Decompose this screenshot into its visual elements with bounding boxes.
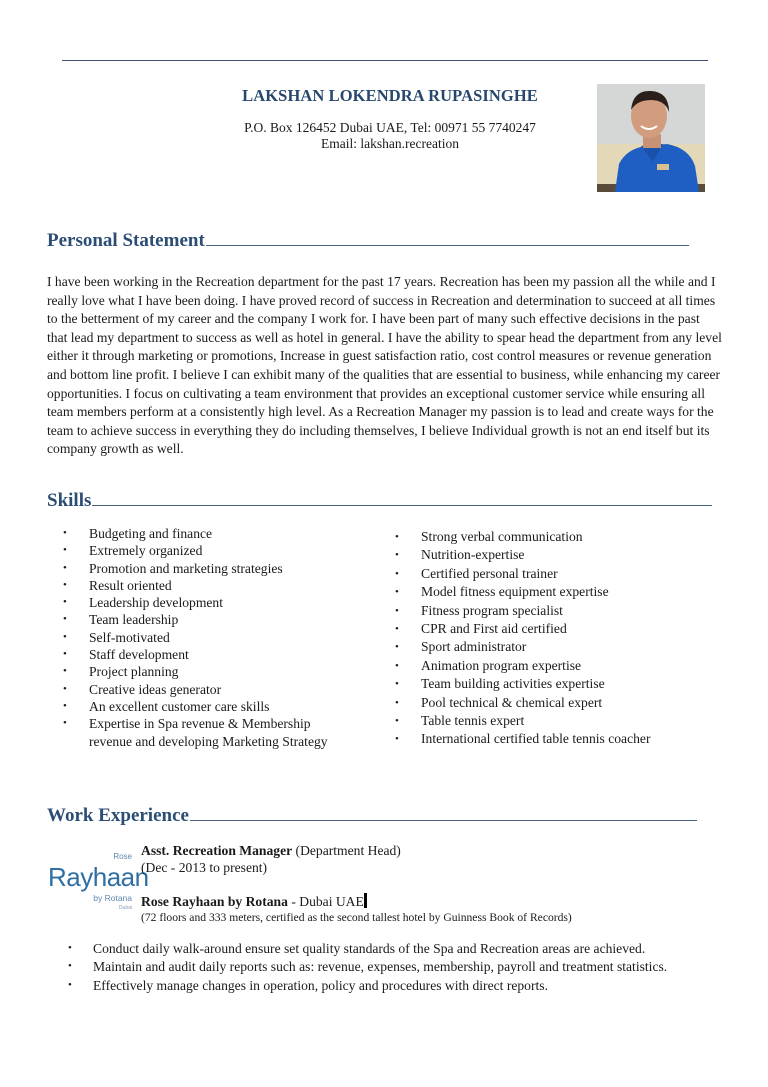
- skill-label: Creative ideas generator: [89, 681, 222, 697]
- bullet-icon: •: [68, 960, 72, 973]
- bullet-icon: •: [63, 630, 67, 643]
- bullet-icon: •: [63, 561, 67, 574]
- duty-text: Maintain and audit daily reports such as: revenue, expenses, membership, payroll and treatment statistics.: [93, 959, 668, 975]
- skill-label: Sport administrator: [421, 639, 527, 655]
- skill-item: [395, 730, 725, 748]
- bullet-icon: •: [63, 717, 67, 730]
- company-line: [141, 893, 701, 910]
- duty-item: [68, 958, 718, 975]
- skill-item: [63, 629, 363, 646]
- skill-label: Certified personal trainer: [421, 565, 558, 581]
- skill-item: [395, 583, 725, 601]
- skill-item: [63, 611, 363, 628]
- bullet-icon: •: [395, 733, 399, 746]
- job-title: Asst. Recreation Manager: [141, 843, 293, 858]
- skill-label: Animation program expertise: [421, 657, 582, 673]
- company-note: (72 floors and 333 meters, certified as the second tallest hotel by Guinness Book of Records): [141, 911, 572, 924]
- skill-item: [63, 715, 348, 750]
- employer-logo: [48, 852, 149, 922]
- bullet-icon: •: [395, 696, 399, 709]
- personal-statement-text: I have been working in the Recreation department for the past 17 years. Recreation has been my passion all the while and I really love what I have been doing. I have proved record of success in Recreation and determination to succeed at all times to the betterment of my career and the company I work for. I have been part of many such effective decisions in the past that lead my department to success as well as hotel in general. I have the ability to spear head the department from any level either it through marketing or promotions, Increase in guest satisfaction ratio, cost control measures or revenue generation and bottom line profit. I believe I can exhibit many of the qualities that are essential to business, while enhancing my career opportunities. I focus on cultivating a team environment that provides an exceptional customer service while ensuring all team members perform at a consistently high level. As a Recreation Manager my passion is to lead and create ways for the team to achieve success in everything they do including themselves, I believe Individual growth is not an end itself but its company growth as well.: [47, 274, 722, 457]
- skills-list-left: [63, 525, 363, 750]
- bullet-icon: •: [63, 596, 67, 609]
- bullet-icon: •: [395, 586, 399, 599]
- skill-label: Model fitness equipment expertise: [421, 584, 609, 600]
- heading-underline: [190, 820, 697, 821]
- logo-text-rayhaan: Rayhaan: [48, 862, 149, 892]
- skill-item: [63, 577, 363, 594]
- profile-photo: [597, 84, 705, 192]
- skill-item: [395, 638, 725, 656]
- skill-item: [395, 528, 725, 546]
- section-heading-personal-statement: [47, 230, 689, 252]
- bullet-icon: •: [395, 715, 399, 728]
- heading-underline: [92, 505, 712, 506]
- email: Email: lakshan.recreation: [321, 136, 459, 151]
- skill-label: Budgeting and finance: [89, 526, 213, 541]
- heading-underline: [206, 245, 689, 246]
- section-title: Personal Statement: [47, 230, 205, 251]
- skill-label: Project planning: [89, 664, 179, 680]
- duty-text: Conduct daily walk-around ensure set quality standards of the Spa and Recreation areas are achieved.: [93, 941, 646, 956]
- bullet-icon: •: [63, 682, 67, 695]
- company-location: - Dubai UAE: [287, 894, 364, 909]
- bullet-icon: •: [395, 623, 399, 636]
- skill-label: Extremely organized: [89, 543, 203, 559]
- skill-label: Strong verbal communication: [421, 529, 583, 544]
- skill-item: [63, 525, 363, 542]
- logo-text-by-rotana: by Rotana: [93, 893, 132, 903]
- skill-item: [395, 546, 725, 564]
- job-duties-list: [68, 940, 718, 995]
- logo-text-dubai: Dubai: [118, 905, 132, 911]
- duty-item: [68, 977, 718, 994]
- candidate-name: LAKSHAN LOKENDRA RUPASINGHE: [242, 86, 538, 105]
- bullet-icon: •: [63, 665, 67, 678]
- company-name: Rose Rayhaan by Rotana: [141, 894, 288, 909]
- job-dates: (Dec - 2013 to present): [141, 860, 268, 875]
- bullet-icon: •: [63, 699, 67, 712]
- skill-item: [63, 560, 363, 577]
- bullet-icon: •: [395, 531, 399, 543]
- job-title-suffix: (Department Head): [292, 843, 401, 858]
- bullet-icon: •: [63, 613, 67, 626]
- job-entry: [141, 842, 701, 925]
- section-heading-skills: [47, 490, 712, 512]
- skill-label: International certified table tennis coacher: [421, 731, 651, 747]
- skill-item: [395, 675, 725, 693]
- section-heading-work-experience: [47, 805, 697, 827]
- skill-item: [395, 694, 725, 712]
- top-divider: [62, 60, 708, 61]
- skill-label: Team leadership: [89, 612, 179, 628]
- skill-item: [395, 620, 725, 638]
- bullet-icon: •: [395, 567, 399, 580]
- skill-item: [63, 663, 363, 680]
- bullet-icon: •: [68, 978, 72, 991]
- bullet-icon: •: [63, 578, 67, 591]
- skill-item: [395, 565, 725, 583]
- section-title: Skills: [47, 490, 92, 511]
- skill-item: [395, 657, 725, 675]
- skill-label: Pool technical & chemical expert: [421, 694, 603, 710]
- skill-item: [63, 542, 363, 559]
- bullet-icon: •: [63, 648, 67, 661]
- skills-list-right: [395, 528, 725, 749]
- skill-item: [395, 712, 725, 730]
- bullet-icon: •: [63, 527, 67, 539]
- skill-label: Leadership development: [89, 595, 223, 611]
- bullet-icon: •: [395, 641, 399, 654]
- skill-item: [63, 594, 363, 611]
- bullet-icon: •: [395, 678, 399, 691]
- bullet-icon: •: [68, 942, 72, 954]
- skill-item: [395, 602, 725, 620]
- skill-label: Team building activities expertise: [421, 676, 605, 692]
- skill-label: CPR and First aid certified: [421, 621, 567, 637]
- skill-label: Self-motivated: [89, 629, 170, 645]
- section-title: Work Experience: [47, 805, 189, 826]
- duty-item: [68, 940, 718, 957]
- text-cursor: [364, 893, 367, 908]
- address-phone: P.O. Box 126452 Dubai UAE, Tel: 00971 55 7740247: [244, 120, 536, 135]
- skill-label: An excellent customer care skills: [89, 698, 270, 714]
- bullet-icon: •: [395, 549, 399, 562]
- skill-label: Result oriented: [89, 577, 172, 593]
- person-photo-icon: [597, 84, 705, 192]
- skill-item: [63, 681, 363, 698]
- skill-label: Staff development: [89, 647, 189, 663]
- bullet-icon: •: [63, 544, 67, 557]
- contact-block: [150, 120, 630, 152]
- duty-text: Effectively manage changes in operation, policy and procedures with direct reports.: [93, 977, 548, 993]
- skill-label: Expertise in Spa revenue & Membership revenue and developing Marketing Strategy: [89, 716, 328, 749]
- bullet-icon: •: [395, 659, 399, 672]
- bullet-icon: •: [395, 604, 399, 617]
- skill-label: Nutrition-expertise: [421, 547, 525, 563]
- skill-item: [63, 698, 363, 715]
- skill-label: Table tennis expert: [421, 713, 525, 729]
- skill-label: Fitness program specialist: [421, 602, 563, 618]
- skill-item: [63, 646, 363, 663]
- logo-text-rose: Rose: [113, 852, 132, 861]
- skill-label: Promotion and marketing strategies: [89, 560, 283, 576]
